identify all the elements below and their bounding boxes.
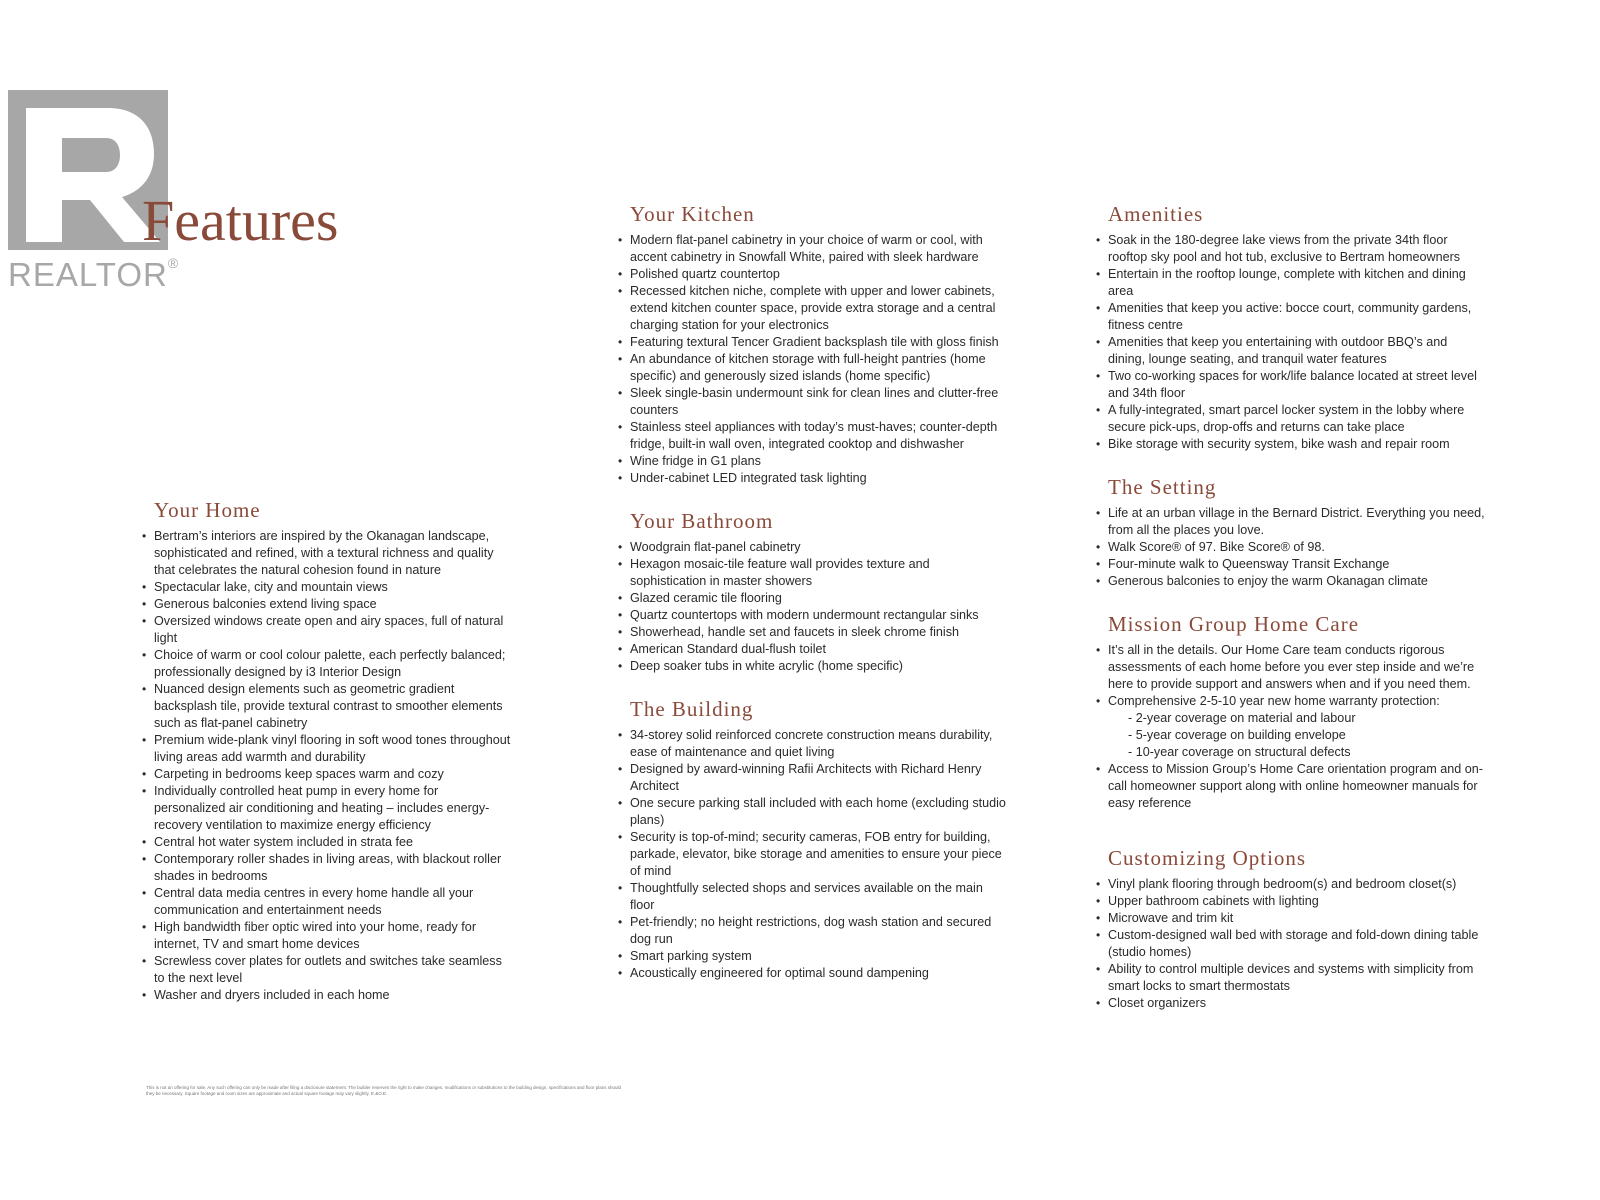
list-item: • One secure parking stall included with each home (excluding studio plans)	[618, 795, 1008, 829]
list-item: • Generous balconies extend living space	[142, 596, 512, 613]
list-item: • Nuanced design elements such as geometric gradient backsplash tile, provide textural contrast to smoother elements such as flat-panel cabinetry	[142, 681, 512, 732]
disclaimer-fineprint: This is not an offering for sale. Any such offering can only be made after filing a disclosure statement. The builder reserves the right to make changes, modifications or substitutions to the building design, specifications and floor plans should they be necessary. Square footage and room sizes are approximate and actual square footage may vary slightly. E.&O.E.	[146, 1085, 622, 1096]
section-title: Your Bathroom	[630, 509, 774, 533]
list-item: • Spectacular lake, city and mountain views	[142, 579, 512, 596]
page-title: Features	[142, 188, 339, 253]
list-item: • Recessed kitchen niche, complete with upper and lower cabinets, extend kitchen counter space, provide extra storage and a central charging station for your electronics	[618, 283, 1008, 334]
list-item: • Polished quartz countertop	[618, 266, 1008, 283]
feature-list	[1096, 232, 1486, 453]
section-title: The Setting	[1108, 475, 1217, 499]
list-item: • Bertram’s interiors are inspired by the Okanagan landscape, sophisticated and refined, with a textural richness and quality that celebrates the natural cohesion found in nature	[142, 528, 512, 579]
list-item: • Contemporary roller shades in living areas, with blackout roller shades in bedrooms	[142, 851, 512, 885]
list-item: • Vinyl plank flooring through bedroom(s) and bedroom closet(s)	[1096, 876, 1486, 893]
list-item: • Showerhead, handle set and faucets in sleek chrome finish	[618, 624, 1008, 641]
list-item: • Quartz countertops with modern undermount rectangular sinks	[618, 607, 1008, 624]
list-item: • Closet organizers	[1096, 995, 1486, 1012]
list-item: • Soak in the 180-degree lake views from the private 34th floor rooftop sky pool and hot tub, exclusive to Bertram homeowners	[1096, 232, 1486, 266]
list-item: • Ability to control multiple devices and systems with simplicity from smart locks to smart thermostats	[1096, 961, 1486, 995]
list-item: • An abundance of kitchen storage with full-height pantries (home specific) and generously sized islands (home specific)	[618, 351, 1008, 385]
list-item: • Featuring textural Tencer Gradient backsplash tile with gloss finish	[618, 334, 1008, 351]
list-item: • Under-cabinet LED integrated task lighting	[618, 470, 1008, 487]
list-item: • It’s all in the details. Our Home Care team conducts rigorous assessments of each home before you ever step inside and we’re here to provide support and answers when and if you need them.	[1096, 642, 1486, 693]
list-item: • Upper bathroom cabinets with lighting	[1096, 893, 1486, 910]
section-the-setting	[1096, 475, 1486, 590]
list-item: • Four-minute walk to Queensway Transit Exchange	[1096, 556, 1486, 573]
list-item: • Amenities that keep you entertaining with outdoor BBQ’s and dining, lounge seating, and tranquil water features	[1096, 334, 1486, 368]
list-item: • Stainless steel appliances with today’s must-haves; counter-depth fridge, built-in wall oven, integrated cooktop and dishwasher	[618, 419, 1008, 453]
section-title: The Building	[630, 697, 754, 721]
list-item: • Pet-friendly; no height restrictions, dog wash station and secured dog run	[618, 914, 1008, 948]
section-your-kitchen	[618, 202, 1008, 487]
list-item: • Central data media centres in every home handle all your communication and entertainment needs	[142, 885, 512, 919]
list-item: • Individually controlled heat pump in every home for personalized air conditioning and heating – includes energy-recovery ventilation to maximize energy efficiency	[142, 783, 512, 834]
section-your-home	[142, 498, 512, 1004]
list-item: • Amenities that keep you active: bocce court, community gardens, fitness centre	[1096, 300, 1486, 334]
list-item: - 2-year coverage on material and labour	[1128, 711, 1356, 725]
list-item: • Life at an urban village in the Bernard District. Everything you need, from all the places you love.	[1096, 505, 1486, 539]
list-item: • Comprehensive 2-5-10 year new home warranty protection:	[1096, 693, 1486, 710]
list-item: • Security is top-of-mind; security cameras, FOB entry for building, parkade, elevator, bike storage and amenities to ensure your piece of mind	[618, 829, 1008, 880]
list-item: • Sleek single-basin undermount sink for clean lines and clutter-free counters	[618, 385, 1008, 419]
list-item: • High bandwidth fiber optic wired into your home, ready for internet, TV and smart home devices	[142, 919, 512, 953]
list-item: • Generous balconies to enjoy the warm Okanagan climate	[1096, 573, 1486, 590]
realtor-wordmark: REALTOR®	[8, 255, 180, 293]
list-item: • Custom-designed wall bed with storage and fold-down dining table (studio homes)	[1096, 927, 1486, 961]
list-item: • Entertain in the rooftop lounge, complete with kitchen and dining area	[1096, 266, 1486, 300]
feature-list	[1096, 505, 1486, 590]
list-item: - 5-year coverage on building envelope	[1128, 728, 1346, 742]
section-the-building	[618, 697, 1008, 982]
section-title: Mission Group Home Care	[1108, 612, 1360, 636]
feature-list	[618, 539, 1008, 675]
list-item: • Premium wide-plank vinyl flooring in soft wood tones throughout living areas add warmth and durability	[142, 732, 512, 766]
section-title: Customizing Options	[1108, 846, 1307, 870]
list-item: • Microwave and trim kit	[1096, 910, 1486, 927]
list-item: • Woodgrain flat-panel cabinetry	[618, 539, 1008, 556]
feature-list	[1096, 642, 1486, 812]
list-item: • Screwless cover plates for outlets and switches take seamless to the next level	[142, 953, 512, 987]
feature-list	[618, 727, 1008, 982]
list-item: • Access to Mission Group’s Home Care orientation program and on-call homeowner support along with online homeowner manuals for easy reference	[1096, 761, 1486, 812]
list-item: • Walk Score® of 97. Bike Score® of 98.	[1096, 539, 1486, 556]
list-item: • Carpeting in bedrooms keep spaces warm and cozy	[142, 766, 512, 783]
column-right	[1096, 202, 1486, 1030]
section-your-bathroom	[618, 509, 1008, 675]
feature-list	[142, 528, 512, 1004]
list-item: • Oversized windows create open and airy spaces, full of natural light	[142, 613, 512, 647]
section-title: Your Kitchen	[630, 202, 755, 226]
list-item: • Central hot water system included in strata fee	[142, 834, 512, 851]
list-item: • A fully-integrated, smart parcel locker system in the lobby where secure pick-ups, drop-offs and returns can take place	[1096, 402, 1486, 436]
list-item: • Bike storage with security system, bike wash and repair room	[1096, 436, 1486, 453]
feature-list	[618, 232, 1008, 487]
list-item: • Glazed ceramic tile flooring	[618, 590, 1008, 607]
list-item: • Deep soaker tubs in white acrylic (home specific)	[618, 658, 1008, 675]
section-title: Your Home	[154, 498, 261, 522]
list-item: • Designed by award-winning Rafii Architects with Richard Henry Architect	[618, 761, 1008, 795]
column-middle	[618, 202, 1008, 1000]
section-title: Amenities	[1108, 202, 1204, 226]
section-amenities	[1096, 202, 1486, 453]
list-item: • Modern flat-panel cabinetry in your choice of warm or cool, with accent cabinetry in Snowfall White, paired with sleek hardware	[618, 232, 1008, 266]
list-item: - 10-year coverage on structural defects	[1128, 745, 1351, 759]
list-item: • 34-storey solid reinforced concrete construction means durability, ease of maintenance and quiet living	[618, 727, 1008, 761]
feature-list	[1096, 876, 1486, 1012]
list-item: • Hexagon mosaic-tile feature wall provides texture and sophistication in master showers	[618, 556, 1008, 590]
list-item: • American Standard dual-flush toilet	[618, 641, 1008, 658]
list-item: • Smart parking system	[618, 948, 1008, 965]
list-item: • Wine fridge in G1 plans	[618, 453, 1008, 470]
list-item: • Choice of warm or cool colour palette, each perfectly balanced; professionally designed by i3 Interior Design	[142, 647, 512, 681]
list-item: • Acoustically engineered for optimal sound dampening	[618, 965, 1008, 982]
list-item: • Two co-working spaces for work/life balance located at street level and 34th floor	[1096, 368, 1486, 402]
column-left	[142, 498, 512, 1022]
list-item: • Washer and dryers included in each home	[142, 987, 512, 1004]
list-item: • Thoughtfully selected shops and services available on the main floor	[618, 880, 1008, 914]
section-customizing-options	[1096, 846, 1486, 1012]
section-mission-group-home-care	[1096, 612, 1486, 812]
